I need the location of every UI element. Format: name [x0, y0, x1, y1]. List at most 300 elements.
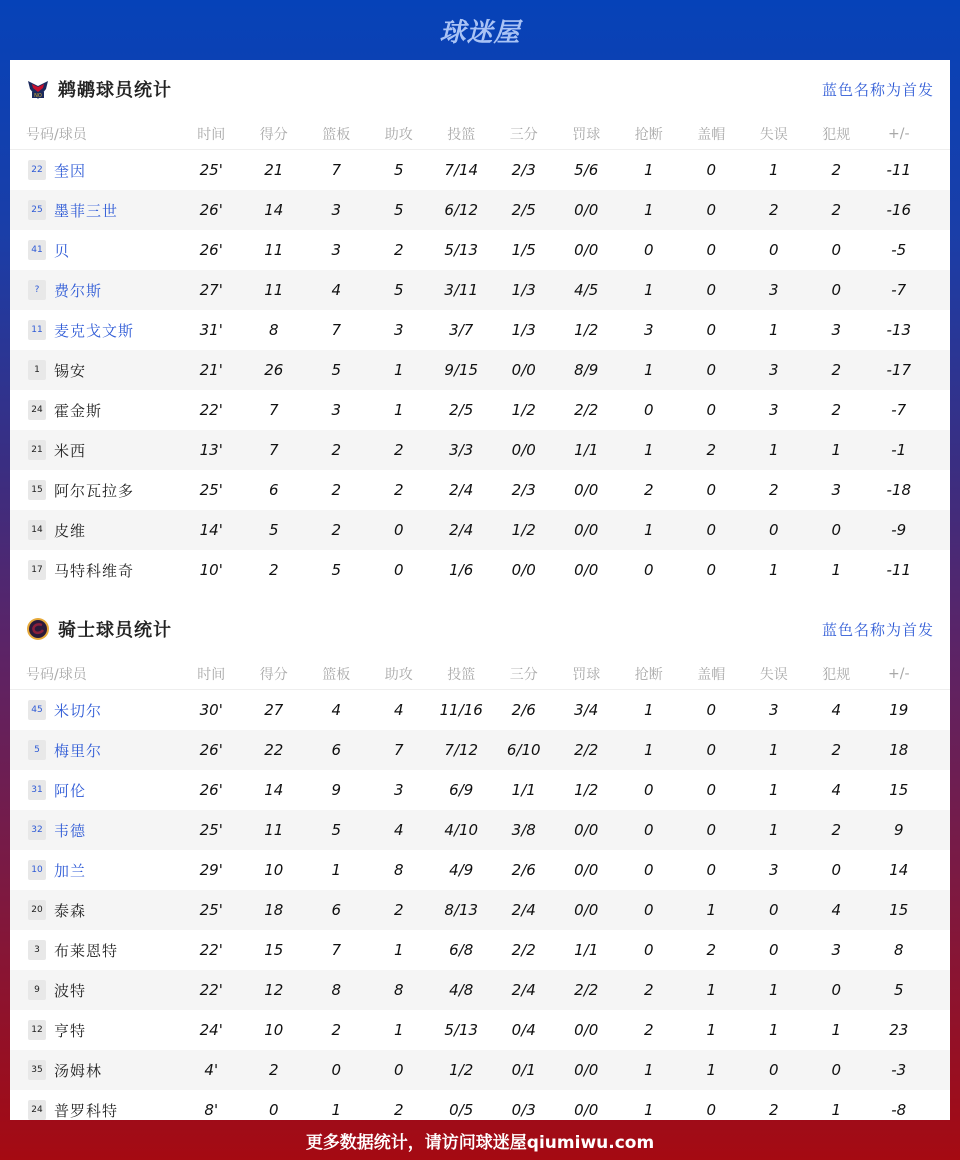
stat-cell: 0/0	[574, 1101, 599, 1119]
jersey-number: 35	[28, 1060, 46, 1080]
stat-cell: 6	[268, 481, 279, 499]
stat-cell: 26'	[199, 781, 223, 799]
stat-cell: -13	[886, 321, 911, 339]
stat-cell: 4	[331, 701, 342, 719]
player-row[interactable]	[10, 850, 950, 890]
stat-cell: 26'	[199, 241, 223, 259]
stat-cell: 1	[768, 781, 779, 799]
player-row[interactable]	[10, 390, 950, 430]
stat-cell: 26	[264, 361, 284, 379]
team-section-0	[10, 60, 950, 590]
stat-cell: 2	[393, 1101, 404, 1119]
stat-cell: 0	[706, 861, 717, 879]
player-name[interactable]: 墨菲三世	[54, 201, 119, 220]
jersey-number: 24	[28, 400, 46, 420]
jersey-number: 22	[28, 160, 46, 180]
stat-cell: 1	[393, 1021, 404, 1039]
stats-panel	[10, 60, 950, 1120]
stat-cell: 4'	[204, 1061, 219, 1079]
stat-cell: 4	[393, 701, 404, 719]
col-header: 篮板	[322, 126, 351, 143]
stat-cell: 8/9	[574, 361, 599, 379]
jersey-number: 11	[28, 320, 46, 340]
stat-cell: 0/0	[574, 481, 599, 499]
stat-cell: 2/2	[511, 941, 536, 959]
stat-cell: 7/12	[444, 741, 479, 759]
stat-cell: 0	[331, 1061, 342, 1079]
stat-cell: 2	[831, 161, 842, 179]
team-section-1	[10, 600, 950, 1130]
stat-cell: 1/5	[511, 241, 536, 259]
stat-cell: -11	[886, 161, 911, 179]
player-name[interactable]: 贝	[54, 241, 71, 260]
stat-cell: 2	[831, 821, 842, 839]
stat-cell: 1	[768, 1021, 779, 1039]
stat-cell: 1	[393, 401, 404, 419]
stat-cell: 22'	[199, 941, 223, 959]
stat-cell: 13'	[199, 441, 223, 459]
section-spacer	[10, 590, 950, 600]
stat-cell: 15	[264, 941, 284, 959]
stat-cell: 3	[768, 861, 779, 879]
col-header: 失误	[759, 666, 788, 683]
jersey-number: 17	[28, 560, 46, 580]
stat-cell: 0	[768, 1061, 779, 1079]
stat-cell: 0	[706, 321, 717, 339]
player-row[interactable]	[10, 1050, 950, 1090]
stat-cell: 2	[393, 441, 404, 459]
stat-cell: 1	[768, 821, 779, 839]
col-header: 罚球	[572, 666, 601, 683]
stat-cell: 27	[264, 701, 284, 719]
stat-cell: 4/10	[444, 821, 479, 839]
col-header: 犯规	[822, 126, 851, 143]
stat-cell: 1	[831, 561, 842, 579]
stat-cell: 30'	[199, 701, 223, 719]
stat-cell: 2/5	[511, 201, 536, 219]
jersey-number: 25	[28, 200, 46, 220]
stat-cell: 1/3	[511, 321, 536, 339]
stat-cell: 0	[768, 521, 779, 539]
stat-cell: 3	[768, 281, 779, 299]
stat-cell: 6/12	[444, 201, 479, 219]
stat-cell: -16	[886, 201, 911, 219]
stat-cell: 2	[643, 981, 654, 999]
stat-cell: 2/4	[449, 481, 474, 499]
player-row[interactable]	[10, 970, 950, 1010]
stat-cell: 4	[331, 281, 342, 299]
stat-cell: 1	[831, 1021, 842, 1039]
stat-cell: 1	[393, 941, 404, 959]
stat-cell: 2	[331, 1021, 342, 1039]
player-name[interactable]: 布莱恩特	[54, 941, 119, 960]
stat-cell: 2	[331, 481, 342, 499]
jersey-number: 31	[28, 780, 46, 800]
stat-cell: 25'	[199, 161, 223, 179]
stat-cell: -7	[891, 281, 907, 299]
col-header: 犯规	[822, 666, 851, 683]
col-header: 罚球	[572, 126, 601, 143]
stat-cell: 0/0	[574, 201, 599, 219]
col-header-player: 号码/球员	[26, 666, 87, 683]
stat-cell: 11	[264, 281, 284, 299]
player-row[interactable]	[10, 350, 950, 390]
stat-cell: 1	[643, 361, 654, 379]
stat-cell: 4	[831, 781, 842, 799]
player-row[interactable]	[10, 190, 950, 230]
player-row[interactable]	[10, 470, 950, 510]
stat-cell: 5/13	[444, 241, 479, 259]
stat-cell: 11/16	[439, 701, 483, 719]
stat-cell: 1/2	[511, 521, 536, 539]
stat-cell: 0	[643, 821, 654, 839]
stat-cell: 1	[706, 901, 717, 919]
stat-cell: -17	[886, 361, 911, 379]
stat-cell: 7	[268, 441, 279, 459]
stat-cell: 1	[706, 981, 717, 999]
stat-cell: 2/5	[449, 401, 474, 419]
stat-cell: 12	[264, 981, 284, 999]
stat-cell: 18	[889, 741, 909, 759]
col-header: 时间	[197, 126, 226, 143]
section-header	[10, 600, 950, 658]
stat-cell: 0	[643, 781, 654, 799]
team-title	[26, 76, 172, 102]
jersey-number: 15	[28, 480, 46, 500]
stat-cell: 4	[831, 701, 842, 719]
player-name[interactable]: 梅里尔	[54, 741, 103, 760]
stat-cell: 1/1	[574, 441, 599, 459]
stat-cell: 10	[264, 1021, 284, 1039]
jersey-number: 24	[28, 1100, 46, 1120]
player-name[interactable]: 汤姆林	[54, 1061, 103, 1080]
stat-cell: 1/1	[511, 781, 536, 799]
stat-cell: -3	[891, 1061, 907, 1079]
player-name[interactable]: 麦克戈文斯	[54, 321, 135, 340]
stat-cell: 0/0	[574, 821, 599, 839]
stat-cell: 0	[831, 861, 842, 879]
col-header: +/-	[888, 665, 910, 682]
stat-cell: 11	[264, 821, 284, 839]
player-row[interactable]	[10, 690, 950, 730]
stat-cell: 8	[393, 861, 404, 879]
stat-cell: 6/8	[449, 941, 474, 959]
stat-cell: 2	[831, 401, 842, 419]
stat-cell: 2/4	[511, 901, 536, 919]
stat-cell: 3	[331, 401, 342, 419]
stat-cell: 1	[706, 1021, 717, 1039]
player-name[interactable]: 皮维	[54, 521, 87, 540]
stat-cell: 2/2	[574, 981, 599, 999]
stat-cell: 1	[393, 361, 404, 379]
stat-cell: 0/0	[511, 441, 536, 459]
stat-cell: 22	[264, 741, 284, 759]
player-name[interactable]: 亨特	[54, 1021, 87, 1040]
stat-cell: 1	[768, 161, 779, 179]
player-name[interactable]: 米切尔	[54, 701, 103, 720]
player-row[interactable]	[10, 770, 950, 810]
player-row[interactable]	[10, 810, 950, 850]
stat-cell: -1	[891, 441, 907, 459]
starter-note: 蓝色名称为首发	[821, 80, 934, 99]
player-row[interactable]	[10, 430, 950, 470]
stat-cell: 6/9	[449, 781, 474, 799]
stat-cell: 6	[331, 901, 342, 919]
stat-cell: 1	[768, 441, 779, 459]
stat-cell: 0	[831, 981, 842, 999]
stat-cell: 0	[393, 561, 404, 579]
stat-cell: 3	[768, 361, 779, 379]
jersey-number: 1	[28, 360, 46, 380]
stat-cell: -7	[891, 401, 907, 419]
stat-cell: 2	[768, 201, 779, 219]
stat-cell: 1	[331, 861, 342, 879]
col-header: +/-	[888, 125, 910, 142]
player-name[interactable]: 普罗科特	[54, 1101, 119, 1120]
stat-cell: -5	[891, 241, 907, 259]
stat-cell: 0	[768, 901, 779, 919]
col-header: 抢断	[634, 666, 663, 683]
stat-cell: 2	[768, 1101, 779, 1119]
stat-cell: 19	[889, 701, 909, 719]
player-name[interactable]: 加兰	[54, 861, 87, 880]
stat-cell: 8	[893, 941, 904, 959]
col-header: 助攻	[384, 666, 413, 683]
stat-cell: 1	[831, 441, 842, 459]
player-row[interactable]	[10, 890, 950, 930]
stat-cell: 0	[643, 901, 654, 919]
stat-cell: 4/8	[449, 981, 474, 999]
stat-cell: 25'	[199, 481, 223, 499]
jersey-number: ?	[28, 280, 46, 300]
jersey-number: 41	[28, 240, 46, 260]
stat-cell: 1	[643, 1061, 654, 1079]
stat-cell: 2/4	[449, 521, 474, 539]
stat-cell: -18	[886, 481, 911, 499]
cavaliers-logo-icon	[26, 617, 50, 641]
stat-cell: 2	[768, 481, 779, 499]
player-row[interactable]	[10, 310, 950, 350]
stat-cell: 5/13	[444, 1021, 479, 1039]
stat-cell: 14	[889, 861, 909, 879]
player-name[interactable]: 阿尔瓦拉多	[54, 481, 135, 500]
stat-cell: 1	[643, 201, 654, 219]
player-name[interactable]: 阿伦	[54, 781, 87, 800]
stat-cell: 0/0	[574, 861, 599, 879]
player-row[interactable]	[10, 150, 950, 190]
stat-cell: 9	[331, 781, 342, 799]
stat-cell: 9/15	[444, 361, 479, 379]
stat-cell: 0/0	[574, 901, 599, 919]
stat-cell: 0	[706, 521, 717, 539]
stat-cell: 7	[393, 741, 404, 759]
stat-cell: 8'	[204, 1101, 219, 1119]
stat-cell: 2/6	[511, 861, 536, 879]
stat-cell: 1	[331, 1101, 342, 1119]
site-header	[0, 0, 960, 60]
col-header: 盖帽	[697, 126, 726, 143]
stat-cell: 0	[706, 241, 717, 259]
stat-cell: 7/14	[444, 161, 479, 179]
stat-cell: 2	[393, 901, 404, 919]
jersey-number: 45	[28, 700, 46, 720]
stat-cell: 23	[889, 1021, 909, 1039]
stat-cell: 1	[768, 561, 779, 579]
stat-cell: 21'	[199, 361, 223, 379]
stat-cell: 8	[268, 321, 279, 339]
stat-cell: 0	[643, 241, 654, 259]
stat-cell: 3	[331, 241, 342, 259]
player-row[interactable]	[10, 510, 950, 550]
stat-cell: 8	[393, 981, 404, 999]
stat-cell: 0	[706, 201, 717, 219]
stat-cell: -11	[886, 561, 911, 579]
stat-cell: 0	[706, 481, 717, 499]
stat-cell: 0	[706, 741, 717, 759]
stat-cell: 29'	[199, 861, 223, 879]
stat-cell: 1	[643, 441, 654, 459]
stat-cell: 1	[643, 281, 654, 299]
stat-cell: 18	[264, 901, 284, 919]
stat-cell: 0	[706, 401, 717, 419]
stat-cell: 7	[268, 401, 279, 419]
stat-cell: 3	[331, 201, 342, 219]
stat-cell: 22'	[199, 981, 223, 999]
stat-cell: 5	[393, 161, 404, 179]
stat-cell: -9	[891, 521, 907, 539]
stat-cell: 10	[264, 861, 284, 879]
player-name[interactable]: 马特科维奇	[54, 561, 135, 580]
stat-cell: 8	[331, 981, 342, 999]
team-title	[26, 616, 172, 642]
stat-cell: 1	[768, 321, 779, 339]
footer-text: 更多数据统计，请访问球迷屋qiumiwu.com	[305, 1132, 655, 1153]
player-row[interactable]	[10, 1010, 950, 1050]
team-name: 骑士球员统计	[58, 620, 172, 641]
player-name[interactable]: 韦德	[54, 821, 87, 840]
player-name[interactable]: 奎因	[54, 161, 87, 180]
col-header: 三分	[509, 126, 538, 143]
player-name[interactable]: 霍金斯	[54, 401, 103, 420]
stat-cell: 4	[831, 901, 842, 919]
stat-cell: 0	[706, 281, 717, 299]
stat-cell: 0	[831, 521, 842, 539]
stat-cell: 2	[831, 741, 842, 759]
col-header: 投篮	[447, 126, 476, 143]
stat-cell: 14'	[199, 521, 223, 539]
player-row[interactable]	[10, 730, 950, 770]
col-header: 抢断	[634, 126, 663, 143]
stat-cell: 1/1	[574, 941, 599, 959]
stat-cell: 2	[643, 1021, 654, 1039]
stat-cell: 1	[831, 1101, 842, 1119]
stat-cell: 5	[393, 201, 404, 219]
stat-cell: 2	[268, 1061, 279, 1079]
jersey-number: 9	[28, 980, 46, 1000]
jersey-number: 21	[28, 440, 46, 460]
stat-cell: 6	[331, 741, 342, 759]
team-name: 鹈鹕球员统计	[58, 80, 172, 101]
jersey-number: 12	[28, 1020, 46, 1040]
jersey-number: 3	[28, 940, 46, 960]
jersey-number: 20	[28, 900, 46, 920]
jersey-number: 5	[28, 740, 46, 760]
stat-cell: 0	[706, 361, 717, 379]
svg-text:NO: NO	[34, 93, 42, 99]
stat-cell: 5/6	[574, 161, 599, 179]
stat-cell: 9	[893, 821, 904, 839]
stat-cell: 0	[831, 281, 842, 299]
player-name[interactable]: 锡安	[54, 361, 87, 380]
stat-cell: 4/9	[449, 861, 474, 879]
player-row[interactable]	[10, 930, 950, 970]
stat-cell: 3/11	[444, 281, 479, 299]
stat-cell: 3	[643, 321, 654, 339]
stat-cell: 0/0	[574, 1061, 599, 1079]
stat-cell: 1	[768, 741, 779, 759]
stat-cell: 5	[893, 981, 904, 999]
col-header: 得分	[259, 666, 288, 683]
player-name[interactable]: 泰森	[54, 901, 87, 920]
stat-cell: 15	[889, 901, 909, 919]
stat-cell: 7	[331, 321, 342, 339]
stat-cell: 0	[706, 821, 717, 839]
stat-cell: 0	[831, 241, 842, 259]
stat-cell: 14	[264, 201, 284, 219]
stat-cell: 27'	[199, 281, 223, 299]
stat-cell: 1/2	[511, 401, 536, 419]
stat-cell: 0	[393, 1061, 404, 1079]
stat-cell: 25'	[199, 901, 223, 919]
stat-cell: 1	[643, 161, 654, 179]
stat-cell: 3/4	[574, 701, 599, 719]
col-header: 三分	[509, 666, 538, 683]
stat-cell: 3	[768, 401, 779, 419]
stat-cell: 0/4	[511, 1021, 536, 1039]
player-name[interactable]: 费尔斯	[54, 281, 103, 300]
stat-cell: 0	[706, 561, 717, 579]
stat-cell: 0/5	[449, 1101, 474, 1119]
starter-note: 蓝色名称为首发	[821, 620, 934, 639]
stat-cell: 22'	[199, 401, 223, 419]
stat-cell: 0	[643, 941, 654, 959]
stat-cell: 21	[264, 161, 284, 179]
stat-cell: 1	[768, 981, 779, 999]
stat-cell: 1/3	[511, 281, 536, 299]
stat-cell: 0	[643, 561, 654, 579]
stat-cell: 24'	[199, 1021, 223, 1039]
player-row[interactable]	[10, 270, 950, 310]
stat-cell: 2	[831, 201, 842, 219]
player-name[interactable]: 米西	[54, 441, 87, 460]
col-header: 失误	[759, 126, 788, 143]
stat-cell: 7	[331, 161, 342, 179]
stat-cell: 0/0	[574, 521, 599, 539]
player-row[interactable]	[10, 550, 950, 590]
stat-cell: 1	[643, 1101, 654, 1119]
stat-cell: 1	[643, 701, 654, 719]
stat-cell: 2/6	[511, 701, 536, 719]
stat-cell: 5	[331, 361, 342, 379]
stat-cell: 6/10	[506, 741, 541, 759]
footer-banner[interactable]	[0, 1120, 960, 1160]
stat-cell: 3	[831, 481, 842, 499]
stat-cell: 3	[831, 941, 842, 959]
stat-cell: 0	[643, 401, 654, 419]
player-row[interactable]	[10, 230, 950, 270]
stat-cell: 0/0	[574, 1021, 599, 1039]
player-name[interactable]: 波特	[54, 981, 87, 1000]
